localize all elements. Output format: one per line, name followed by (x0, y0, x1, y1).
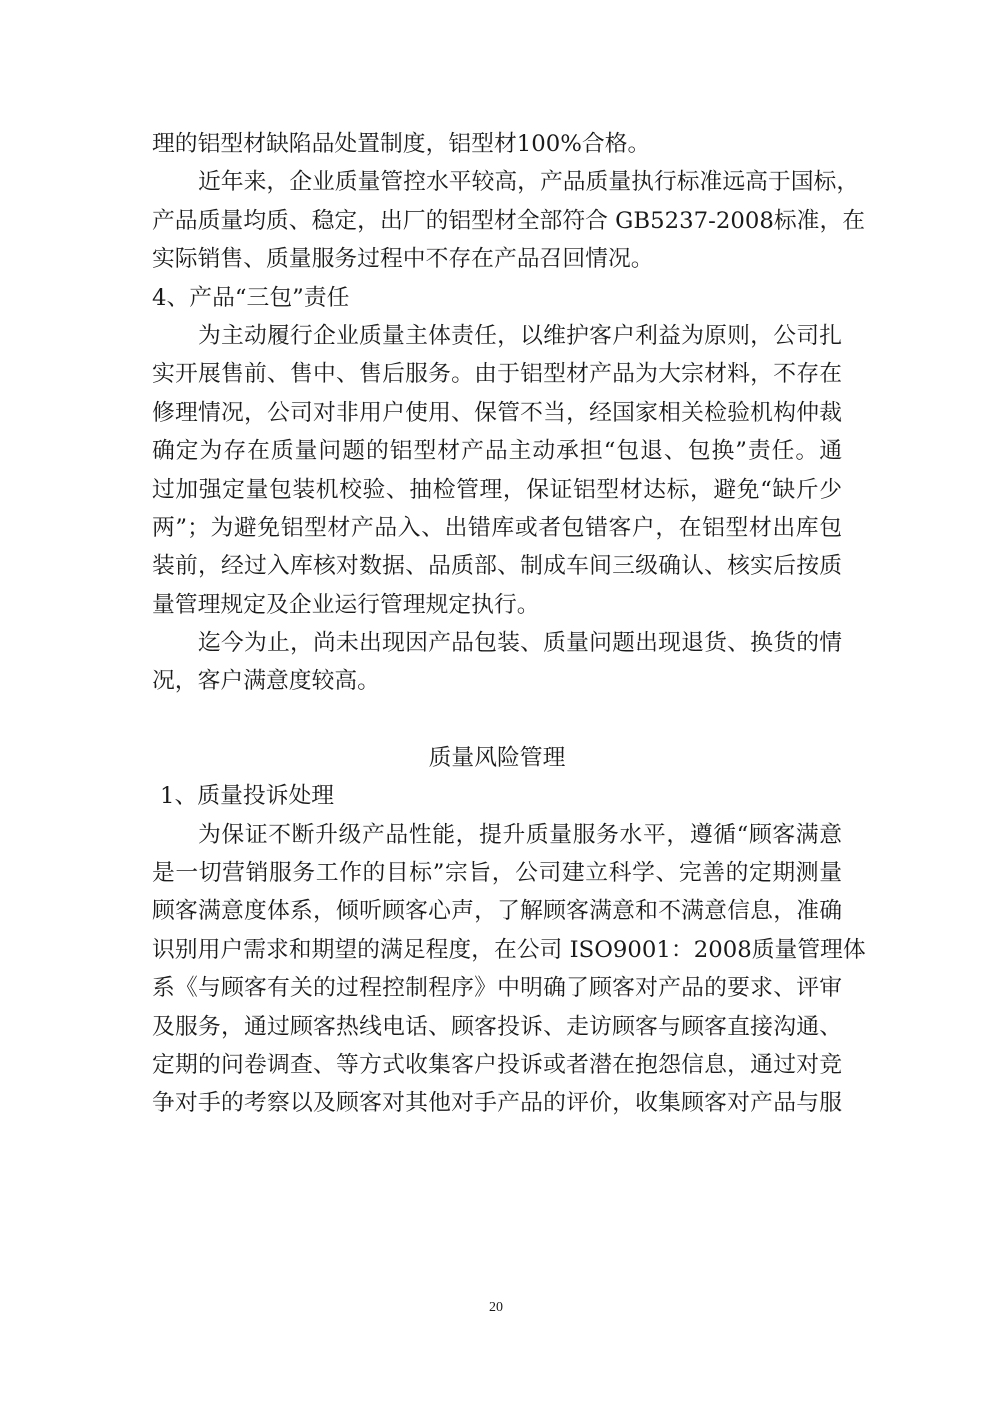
paragraph-line: 定期的问卷调查、等方式收集客户投诉或者潜在抱怨信息，通过对竞 (152, 1051, 842, 1078)
paragraph-line: 是一切营销服务工作的目标”宗旨，公司建立科学、完善的定期测量 (152, 860, 842, 887)
paragraph-line: 为保证不断升级产品性能，提升质量服务水平，遵循“顾客满意 (198, 821, 842, 848)
paragraph-line: 实际销售、质量服务过程中不存在产品召回情况。 (152, 246, 654, 273)
paragraph-line: 识别用户需求和期望的满足程度，在公司 ISO9001：2008质量管理体 (152, 936, 866, 963)
paragraph-line: 确定为存在质量问题的铝型材产品主动承担“包退、包换”责任。通 (152, 438, 842, 465)
paragraph-line: 实开展售前、售中、售后服务。由于铝型材产品为大宗材料，不存在 (152, 361, 842, 388)
paragraph-line: 装前，经过入库核对数据、品质部、制成车间三级确认、核实后按质 (152, 553, 842, 580)
paragraph-line: 两”；为避免铝型材产品入、出错库或者包错客户，在铝型材出库包 (152, 514, 842, 541)
paragraph-line: 修理情况，公司对非用户使用、保管不当，经国家相关检验机构仲裁 (152, 399, 842, 426)
paragraph-line: 近年来，企业质量管控水平较高，产品质量执行标准远高于国标， (198, 169, 860, 196)
section-spacer (152, 701, 842, 739)
page-number: 20 (489, 1300, 503, 1315)
section-title: 1、质量投诉处理 (160, 783, 335, 810)
paragraph-line: 系《与顾客有关的过程控制程序》中明确了顾客对产品的要求、评审 (152, 975, 842, 1002)
paragraph-line: 产品质量均质、稳定，出厂的铝型材全部符合 GB5237-2008标准，在 (152, 207, 866, 234)
paragraph-line: 况，客户满意度较高。 (152, 668, 380, 695)
section-title: 4、产品“三包”责任 (152, 284, 350, 311)
paragraph-line: 理的铝型材缺陷品处置制度，铝型材100%合格。 (152, 131, 651, 157)
document-body (152, 125, 866, 1123)
section-heading: 质量风险管理 (428, 744, 566, 771)
paragraph-line: 顾客满意度体系，倾听顾客心声，了解顾客满意和不满意信息，准确 (152, 898, 842, 925)
paragraph-line: 迄今为止，尚未出现因产品包装、质量问题出现退货、换货的情 (198, 630, 842, 657)
paragraph-line: 过加强定量包装机校验、抽检管理，保证铝型材达标，避免“缺斤少 (152, 476, 842, 503)
paragraph-line: 争对手的考察以及顾客对其他对手产品的评价，收集顾客对产品与服 (152, 1090, 842, 1117)
paragraph-line: 为主动履行企业质量主体责任，以维护客户利益为原则，公司扎 (198, 322, 842, 349)
paragraph-line: 量管理规定及企业运行管理规定执行。 (152, 591, 540, 618)
paragraph-line: 及服务，通过顾客热线电话、顾客投诉、走访顾客与顾客直接沟通、 (152, 1013, 842, 1040)
